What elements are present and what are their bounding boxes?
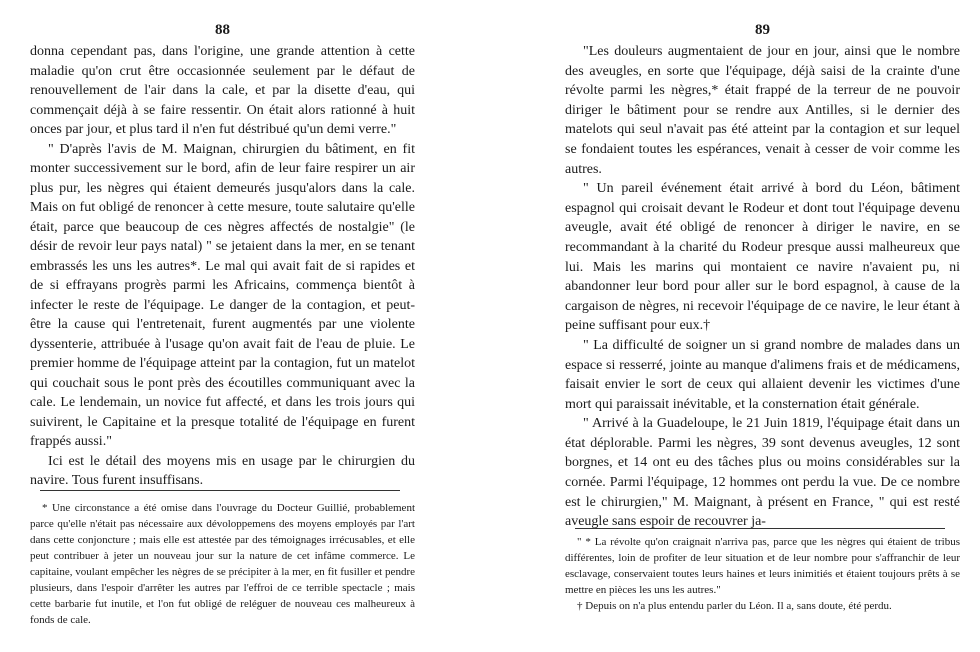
footnote: " * La révolte qu'on craignait n'arriva pas, parce que les nègres qui étaient de tribus différentes, loin de profiter de leur situation et de leur nombre pour s'affranchir de leur esclavage, conservaient toutes leurs haines et leurs inimitiés et étaient toujours prêts à se mettre en pièces les uns les autres." xyxy=(565,536,960,596)
footnote-divider xyxy=(40,490,400,491)
footnotes xyxy=(565,534,960,614)
footnotes xyxy=(30,500,415,628)
page-number: 89 xyxy=(755,22,770,38)
footnote: * Une circonstance a été omise dans l'ouvrage du Docteur Guillié, probablement parce qu'elle n'était pas nécessaire aux dévoloppemens des moyens employés par l'art dans cette conjoncture ; mais elle est attestée par des témoignages irrécusables, et elle peut contribuer à jeter un nouveau jour sur la nature de cet infâme commerce. Le capitaine, voulant empêcher les nègres de se précipiter à la mer, en fit fusiller et pendre plusieurs, dans l'espoir d'arrêter les autres par l'effroi de ce terrible spectacle ; mais cette barbarie fut inutile, et l'on fut obligé de reléguer de nouveau ces malheureux à fonds de cale. xyxy=(30,502,415,626)
paragraph: Ici est le détail des moyens mis en usage par le chirurgien du navire. Tous furent insuffisans. xyxy=(30,453,415,488)
paragraph: "Les douleurs augmentaient de jour en jour, ainsi que le nombre des aveugles, en sorte que l'équipage, déjà saisi de la crainte d'une révolte parmi les nègres,* était frappé de la terreur de ne pouvoir diriger le bâtiment pour se rendre aux Antilles, si le dernier des matelots qui seul n'avait pas été atteint par la contagion et sur lequel se fondaient toutes les espérances, venait à cesser de voir comme les autres. xyxy=(565,44,960,177)
right-page xyxy=(565,0,960,652)
paragraph: " D'après l'avis de M. Maignan, chirurgien du bâtiment, en fit monter successivement sur le bord, afin de leur faire respirer un air plus pur, les nègres qui étaient demeurés jusqu'alors dans la cale. Mais on fut obligé de renoncer à cette mesure, toute salutaire qu'elle était, parce que beaucoup de ces nègres affectés de nostalgie" (le désir de revoir leur pays natal) " se jetaient dans la mer, en se tenant embrassés les uns les autres*. Le mal qui avait fait de si rapides et de si effrayans progrès parmi les Africains, commença bientôt à infecter le reste de l'équipage. Le danger de la contagion, et peut-être la cause qui l'entretenait, furent augmentés par une violente dyssenterie, attribuée à l'usage qu'on avait fait de l'eau de pluie. Le premier homme de l'équipage atteint par la contagion, fut un matelot qui couchait sous le pont près des écoutilles communiquant avec la cale. Le lendemain, un novice fut affecté, et dans les trois jours qui suivirent, le Capitaine et la presque totalité de l'équipage en furent frappés aussi." xyxy=(30,141,415,449)
page-number: 88 xyxy=(215,22,230,38)
paragraph: " Un pareil événement était arrivé à bord du Léon, bâtiment espagnol qui croisait devant le Rodeur et dont tout l'équipage devenu aveugle, avait été obligé de renoncer à diriger le navire, en se recommandant à la charité du Rodeur presque aussi malheureux que lui. Mais les marins qui montaient ce navire n'avaient pu, ni abandonner leur bord pour aller sur le bord espagnol, à cause de la cargaison de nègres, ni recevoir l'équipage de ce navire, le leur étant à peine suffisant pour eux.† xyxy=(565,181,960,334)
page-body xyxy=(565,42,960,532)
paragraph: " La difficulté de soigner un si grand nombre de malades dans un espace si resserré, jointe au manque d'alimens frais et de médicamens, faisait envier le sort de ceux qui allaient devenir les victimes d'une mort qui paraissait inévitable, et la consternation était générale. xyxy=(565,337,960,412)
left-page xyxy=(30,0,415,652)
footnote: † Depuis on n'a plus entendu parler du Léon. Il a, sans doute, été perdu. xyxy=(577,600,892,612)
page-body xyxy=(30,42,415,491)
paragraph: " Arrivé à la Guadeloupe, le 21 Juin 1819, l'équipage était dans un état déplorable. Parmi les nègres, 39 sont devenus aveugles, 12 sont borgnes, et 14 ont eu des tâches plus ou moins considérables sur la cornée. Parmi l'équipage, 12 hommes ont perdu la vue. De ce nombre est le chirurgien," M. Maignant, à présent en France, " qui est resté aveugle sans espoir de recouvrer ja- xyxy=(565,416,960,530)
footnote-divider xyxy=(575,528,945,529)
paragraph: donna cependant pas, dans l'origine, une grande attention à cette maladie qu'on crut être occasionnée seulement par le défaut de renouvellement de l'air dans la cale, et par la disette d'eau, qui commençait déjà à se faire ressentir. On était alors rationné à huit onces par jour, et plus tard il n'en fut déstribué qu'un demi verre." xyxy=(30,44,415,137)
